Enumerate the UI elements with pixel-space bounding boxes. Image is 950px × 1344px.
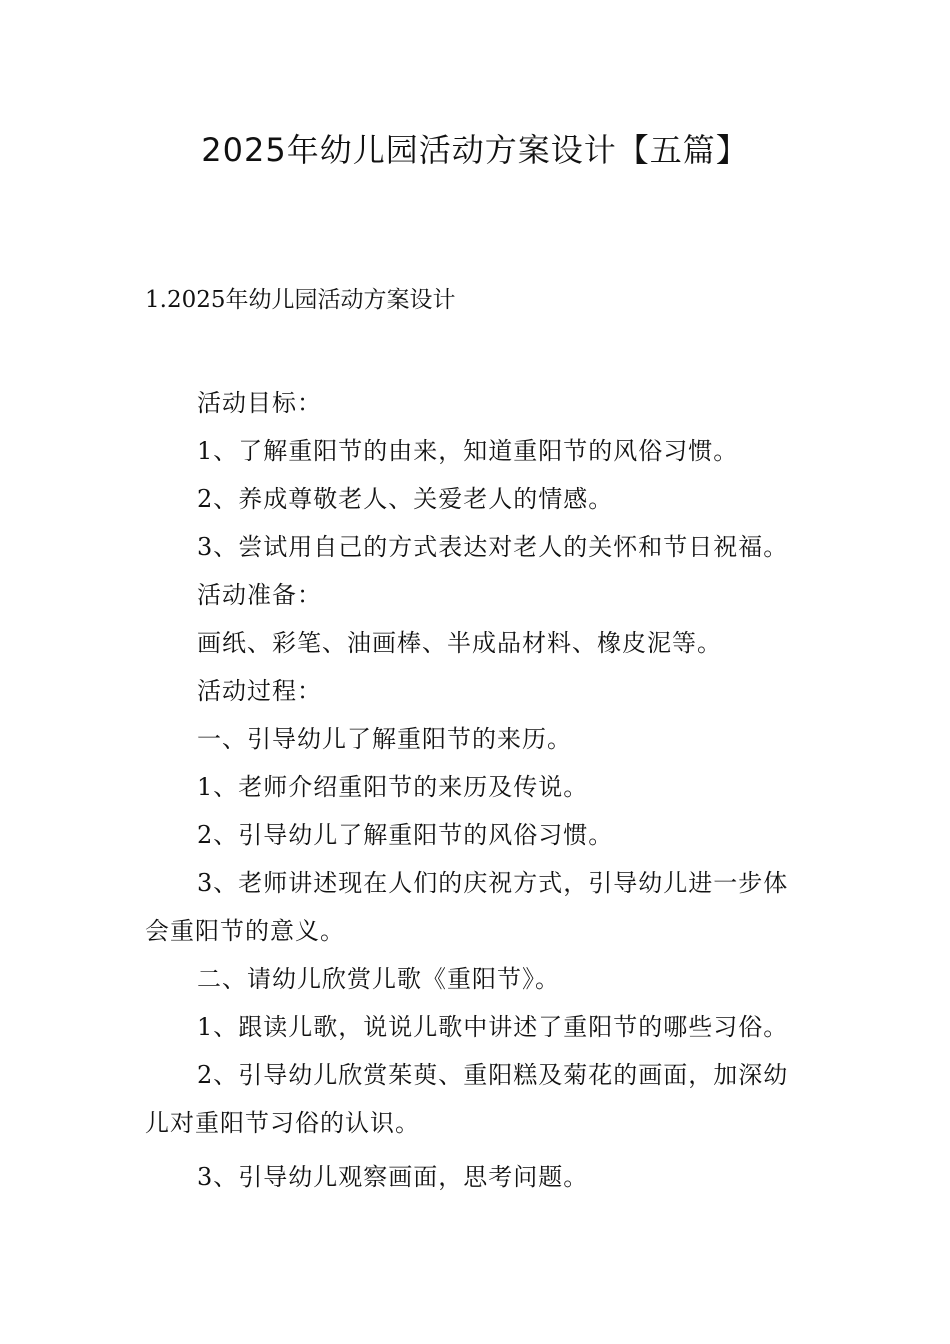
paragraph-process-1-1: 1、老师介绍重阳节的来历及传说。 <box>197 773 589 801</box>
paragraph-process-2-3: 3、引导幼儿观察画面，思考问题。 <box>197 1163 589 1191</box>
paragraph-process-2-1: 1、跟读儿歌，说说儿歌中讲述了重阳节的哪些习俗。 <box>197 1013 789 1041</box>
paragraph-process-part-2: 二、请幼儿欣赏儿歌《重阳节》。 <box>197 965 560 993</box>
section-heading: 1.2025年幼儿园活动方案设计 <box>145 287 456 313</box>
paragraph-process-heading: 活动过程： <box>197 677 322 705</box>
paragraph-process-1-2: 2、引导幼儿了解重阳节的风俗习惯。 <box>197 821 614 849</box>
paragraph-process-1-3: 3、老师讲述现在人们的庆祝方式，引导幼儿进一步体会重阳节的意义。 <box>145 869 789 945</box>
paragraph-goal-3: 3、尝试用自己的方式表达对老人的关怀和节日祝福。 <box>197 533 789 561</box>
paragraph-process-part-1: 一、引导幼儿了解重阳节的来历。 <box>197 725 572 753</box>
document-title: 2025年幼儿园活动方案设计【五篇】 <box>201 131 749 169</box>
paragraph-goal-2: 2、养成尊敬老人、关爱老人的情感。 <box>197 485 614 513</box>
paragraph-activity-goals-heading: 活动目标： <box>197 389 322 417</box>
paragraph-process-2-2: 2、引导幼儿欣赏茱萸、重阳糕及菊花的画面，加深幼儿对重阳节习俗的认识。 <box>145 1061 789 1137</box>
paragraph-preparation-materials: 画纸、彩笔、油画棒、半成品材料、橡皮泥等。 <box>197 629 722 657</box>
document-body <box>145 379 813 1201</box>
paragraph-goal-1: 1、了解重阳节的由来，知道重阳节的风俗习惯。 <box>197 437 739 465</box>
paragraph-preparation-heading: 活动准备： <box>197 581 322 609</box>
